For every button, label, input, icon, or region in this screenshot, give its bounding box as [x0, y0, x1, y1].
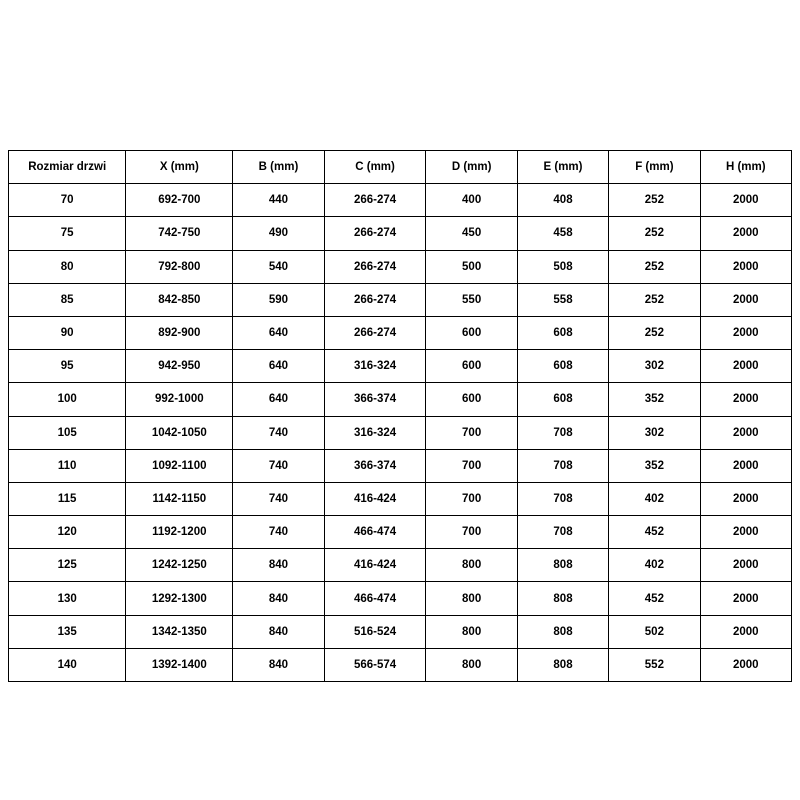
cell-d: 800 [426, 549, 517, 582]
cell-x: 942-950 [126, 350, 233, 383]
cell-d: 700 [426, 416, 517, 449]
cell-b: 740 [233, 449, 324, 482]
column-header-b: B (mm) [233, 151, 324, 184]
cell-size: 70 [9, 184, 126, 217]
cell-d: 800 [426, 615, 517, 648]
table-row [9, 316, 792, 349]
table-row [9, 648, 792, 681]
specification-table [8, 150, 792, 682]
cell-b: 640 [233, 316, 324, 349]
cell-f: 502 [609, 615, 700, 648]
cell-h: 2000 [700, 350, 791, 383]
cell-h: 2000 [700, 383, 791, 416]
cell-size: 95 [9, 350, 126, 383]
table-row [9, 582, 792, 615]
cell-b: 440 [233, 184, 324, 217]
cell-d: 550 [426, 283, 517, 316]
cell-size: 110 [9, 449, 126, 482]
cell-e: 458 [517, 217, 608, 250]
cell-d: 600 [426, 316, 517, 349]
cell-f: 252 [609, 283, 700, 316]
cell-size: 105 [9, 416, 126, 449]
cell-f: 552 [609, 648, 700, 681]
cell-e: 408 [517, 184, 608, 217]
column-header-c: C (mm) [324, 151, 426, 184]
cell-c: 516-524 [324, 615, 426, 648]
cell-c: 366-374 [324, 449, 426, 482]
cell-e: 708 [517, 516, 608, 549]
cell-h: 2000 [700, 316, 791, 349]
column-header-x: X (mm) [126, 151, 233, 184]
cell-d: 700 [426, 482, 517, 515]
table-header [9, 151, 792, 184]
cell-h: 2000 [700, 615, 791, 648]
cell-b: 840 [233, 549, 324, 582]
cell-b: 840 [233, 648, 324, 681]
cell-x: 692-700 [126, 184, 233, 217]
cell-size: 80 [9, 250, 126, 283]
cell-d: 450 [426, 217, 517, 250]
cell-c: 316-324 [324, 416, 426, 449]
cell-f: 402 [609, 482, 700, 515]
cell-size: 140 [9, 648, 126, 681]
cell-e: 708 [517, 482, 608, 515]
table-row [9, 350, 792, 383]
cell-d: 700 [426, 449, 517, 482]
column-header-e: E (mm) [517, 151, 608, 184]
cell-c: 266-274 [324, 283, 426, 316]
cell-e: 608 [517, 350, 608, 383]
cell-b: 740 [233, 416, 324, 449]
cell-b: 640 [233, 350, 324, 383]
cell-size: 135 [9, 615, 126, 648]
cell-h: 2000 [700, 482, 791, 515]
specification-table-container [8, 150, 792, 682]
cell-h: 2000 [700, 549, 791, 582]
cell-d: 800 [426, 582, 517, 615]
cell-e: 608 [517, 316, 608, 349]
cell-b: 840 [233, 615, 324, 648]
cell-h: 2000 [700, 449, 791, 482]
cell-e: 808 [517, 549, 608, 582]
table-row [9, 383, 792, 416]
cell-e: 808 [517, 648, 608, 681]
table-row [9, 482, 792, 515]
cell-size: 115 [9, 482, 126, 515]
cell-x: 1392-1400 [126, 648, 233, 681]
cell-h: 2000 [700, 516, 791, 549]
cell-c: 266-274 [324, 217, 426, 250]
table-row [9, 217, 792, 250]
cell-c: 466-474 [324, 516, 426, 549]
cell-d: 700 [426, 516, 517, 549]
cell-b: 590 [233, 283, 324, 316]
cell-b: 740 [233, 482, 324, 515]
table-row [9, 615, 792, 648]
cell-x: 1042-1050 [126, 416, 233, 449]
table-row [9, 416, 792, 449]
cell-e: 808 [517, 582, 608, 615]
cell-b: 640 [233, 383, 324, 416]
cell-f: 452 [609, 582, 700, 615]
cell-b: 840 [233, 582, 324, 615]
cell-b: 490 [233, 217, 324, 250]
cell-f: 402 [609, 549, 700, 582]
cell-h: 2000 [700, 217, 791, 250]
table-row [9, 184, 792, 217]
cell-e: 508 [517, 250, 608, 283]
cell-e: 808 [517, 615, 608, 648]
cell-c: 316-324 [324, 350, 426, 383]
cell-size: 120 [9, 516, 126, 549]
cell-f: 302 [609, 416, 700, 449]
cell-f: 252 [609, 316, 700, 349]
table-header-row [9, 151, 792, 184]
cell-d: 600 [426, 350, 517, 383]
cell-c: 416-424 [324, 482, 426, 515]
cell-c: 266-274 [324, 316, 426, 349]
table-row [9, 516, 792, 549]
cell-h: 2000 [700, 416, 791, 449]
cell-x: 792-800 [126, 250, 233, 283]
cell-f: 352 [609, 383, 700, 416]
cell-d: 400 [426, 184, 517, 217]
cell-b: 540 [233, 250, 324, 283]
cell-d: 800 [426, 648, 517, 681]
cell-e: 708 [517, 449, 608, 482]
column-header-h: H (mm) [700, 151, 791, 184]
column-header-f: F (mm) [609, 151, 700, 184]
cell-h: 2000 [700, 250, 791, 283]
cell-d: 500 [426, 250, 517, 283]
column-header-d: D (mm) [426, 151, 517, 184]
cell-f: 352 [609, 449, 700, 482]
cell-x: 1292-1300 [126, 582, 233, 615]
cell-f: 252 [609, 184, 700, 217]
cell-f: 452 [609, 516, 700, 549]
cell-x: 892-900 [126, 316, 233, 349]
table-row [9, 449, 792, 482]
cell-x: 1092-1100 [126, 449, 233, 482]
cell-x: 1192-1200 [126, 516, 233, 549]
cell-e: 708 [517, 416, 608, 449]
column-header-rozmiar-drzwi: Rozmiar drzwi [9, 151, 126, 184]
cell-d: 600 [426, 383, 517, 416]
table-body [9, 184, 792, 682]
cell-c: 466-474 [324, 582, 426, 615]
cell-h: 2000 [700, 648, 791, 681]
cell-b: 740 [233, 516, 324, 549]
cell-f: 252 [609, 217, 700, 250]
cell-size: 130 [9, 582, 126, 615]
cell-size: 85 [9, 283, 126, 316]
cell-x: 742-750 [126, 217, 233, 250]
cell-size: 90 [9, 316, 126, 349]
cell-e: 608 [517, 383, 608, 416]
cell-x: 1242-1250 [126, 549, 233, 582]
cell-c: 266-274 [324, 184, 426, 217]
cell-size: 75 [9, 217, 126, 250]
cell-f: 302 [609, 350, 700, 383]
table-row [9, 549, 792, 582]
cell-c: 266-274 [324, 250, 426, 283]
cell-x: 1142-1150 [126, 482, 233, 515]
cell-c: 566-574 [324, 648, 426, 681]
cell-h: 2000 [700, 184, 791, 217]
cell-x: 1342-1350 [126, 615, 233, 648]
cell-h: 2000 [700, 582, 791, 615]
table-row [9, 250, 792, 283]
table-row [9, 283, 792, 316]
cell-e: 558 [517, 283, 608, 316]
cell-c: 366-374 [324, 383, 426, 416]
cell-f: 252 [609, 250, 700, 283]
cell-h: 2000 [700, 283, 791, 316]
cell-x: 992-1000 [126, 383, 233, 416]
cell-c: 416-424 [324, 549, 426, 582]
cell-size: 100 [9, 383, 126, 416]
cell-x: 842-850 [126, 283, 233, 316]
cell-size: 125 [9, 549, 126, 582]
